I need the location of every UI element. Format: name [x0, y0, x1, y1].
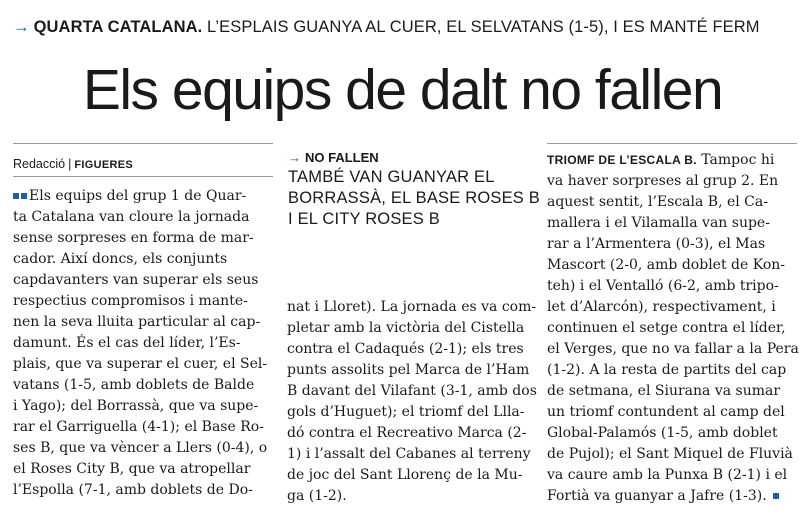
paragraph-marker-icon: [21, 193, 27, 199]
body-line: ses B, que va vèncer a Llers (0-4), o: [13, 440, 268, 456]
body-line: respectius compromisos i mante-: [13, 293, 248, 309]
pull-quote-line: TAMBÉ VAN GUANYAR EL: [288, 168, 495, 186]
kicker: [13, 18, 760, 37]
end-mark-icon: [773, 493, 779, 499]
article-column-1: [13, 186, 275, 501]
body-line: nen la seva lluita particular al cap-: [13, 314, 261, 330]
body-line: sense sorpreses en forma de mar-: [13, 230, 254, 246]
body-line: ga (1-2).: [287, 488, 347, 504]
body-line: de joc del Sant Llorenç de la Mu-: [287, 467, 523, 483]
body-line: gols d’Huguet); el triomf del Llla-: [287, 404, 525, 420]
body-line: va haver sorpreses al grup 2. En: [547, 173, 779, 189]
pull-quote-label-row: [288, 150, 538, 165]
body-line: de Pujol); el Sant Miquel de Fluvià: [547, 446, 793, 462]
body-line: [547, 150, 797, 171]
body-line: punts assolits pel Marca de l’Ham: [287, 362, 530, 378]
body-line: l’Espolla (7-1, amb doblets de Do-: [13, 482, 253, 498]
body-line: mallera i el Vilamalla van supe-: [547, 215, 770, 231]
pull-quote-text: [288, 167, 538, 230]
body-line: Mascort (2-0, amb doblet de Kon-: [547, 257, 785, 273]
lead-in: TRIOMF DE L’ESCALA B.: [547, 153, 697, 167]
arrow-right-icon: →: [288, 150, 301, 165]
byline-separator: |: [68, 157, 72, 171]
divider: [547, 143, 797, 144]
body-line: (1-2). A la resta de partits del cap: [547, 362, 787, 378]
body-line: el Roses City B, que va atropellar: [13, 461, 251, 477]
body-line: contra el Cadaqués (2-1); els tres: [287, 341, 524, 357]
article-column-2: [287, 297, 539, 507]
body-line: cador. Així doncs, els conjunts: [13, 251, 228, 267]
divider: [13, 143, 273, 144]
body-line: damunt. És el cas del líder, l’Es-: [13, 335, 241, 351]
body-line: 1) i l’assalt del Cabanes al terreny: [287, 446, 531, 462]
body-line: rar el Garriguella (4-1); el Base Ro-: [13, 419, 264, 435]
body-line-text: Els equips del grup 1 de Quar-: [29, 188, 247, 204]
body-line: pletar amb la victòria del Cistella: [287, 320, 525, 336]
body-line: [13, 186, 275, 207]
kicker-section: QUARTA CATALANA.: [33, 18, 203, 36]
pull-quote: [288, 150, 538, 230]
body-line: B davant del Vilafant (3-1, amb dos: [287, 383, 537, 399]
divider: [13, 176, 273, 177]
body-line: nat i Lloret). La jornada es va com-: [287, 299, 537, 315]
body-line: rar a l’Armentera (0-3), el Mas: [547, 236, 766, 252]
byline-author: Redacció: [13, 157, 66, 171]
arrow-right-icon: →: [13, 18, 30, 36]
pull-quote-line: BORRASSÀ, EL BASE ROSES B: [288, 189, 540, 207]
body-line: i Yago); del Borrassà, que va supe-: [13, 398, 259, 414]
body-line: let d’Alarcón), respectivament, i: [547, 299, 776, 315]
body-line: capdavanters van superar els seus: [13, 272, 259, 288]
body-line: aquest sentit, l’Escala B, el Ca-: [547, 194, 768, 210]
body-line: ta Catalana van cloure la jornada: [13, 209, 250, 225]
body-line-text: Fortià va guanyar a Jafre (1-3).: [547, 488, 767, 504]
body-line: va caure amb la Punxa B (2-1) i el: [547, 467, 788, 483]
body-line: [547, 486, 797, 507]
body-line: el Verges, que no va fallar a la Pera: [547, 341, 799, 357]
paragraph-marker-icon: [13, 193, 19, 199]
body-line: teh) i el Ventalló (6-2, amb tripo-: [547, 278, 779, 294]
kicker-text: L’ESPLAIS GUANYA AL CUER, EL SELVATANS (1-5), I ES MANTÉ FERM: [207, 18, 760, 36]
body-line-text: Tampoc hi: [696, 152, 775, 168]
headline: Els equips de dalt no fallen: [82, 58, 723, 122]
body-line: continuen el setge contra el líder,: [547, 320, 786, 336]
pull-quote-line: I EL CITY ROSES B: [288, 210, 440, 228]
byline-location: FIGUERES: [74, 159, 134, 171]
body-line: de setmana, el Siurana va sumar: [547, 383, 781, 399]
article-column-3: [547, 150, 797, 507]
body-line: Global-Palamós (1-5, amb doblet: [547, 425, 778, 441]
byline: [13, 157, 133, 171]
body-line: un triomf contundent al camp del: [547, 404, 785, 420]
body-line: plais, que va superar el cuer, el Sel-: [13, 356, 268, 372]
pull-quote-label: NO FALLEN: [305, 150, 379, 165]
body-line: vatans (1-5, amb doblets de Balde: [13, 377, 255, 393]
body-line: dó contra el Recreativo Marca (2-: [287, 425, 527, 441]
